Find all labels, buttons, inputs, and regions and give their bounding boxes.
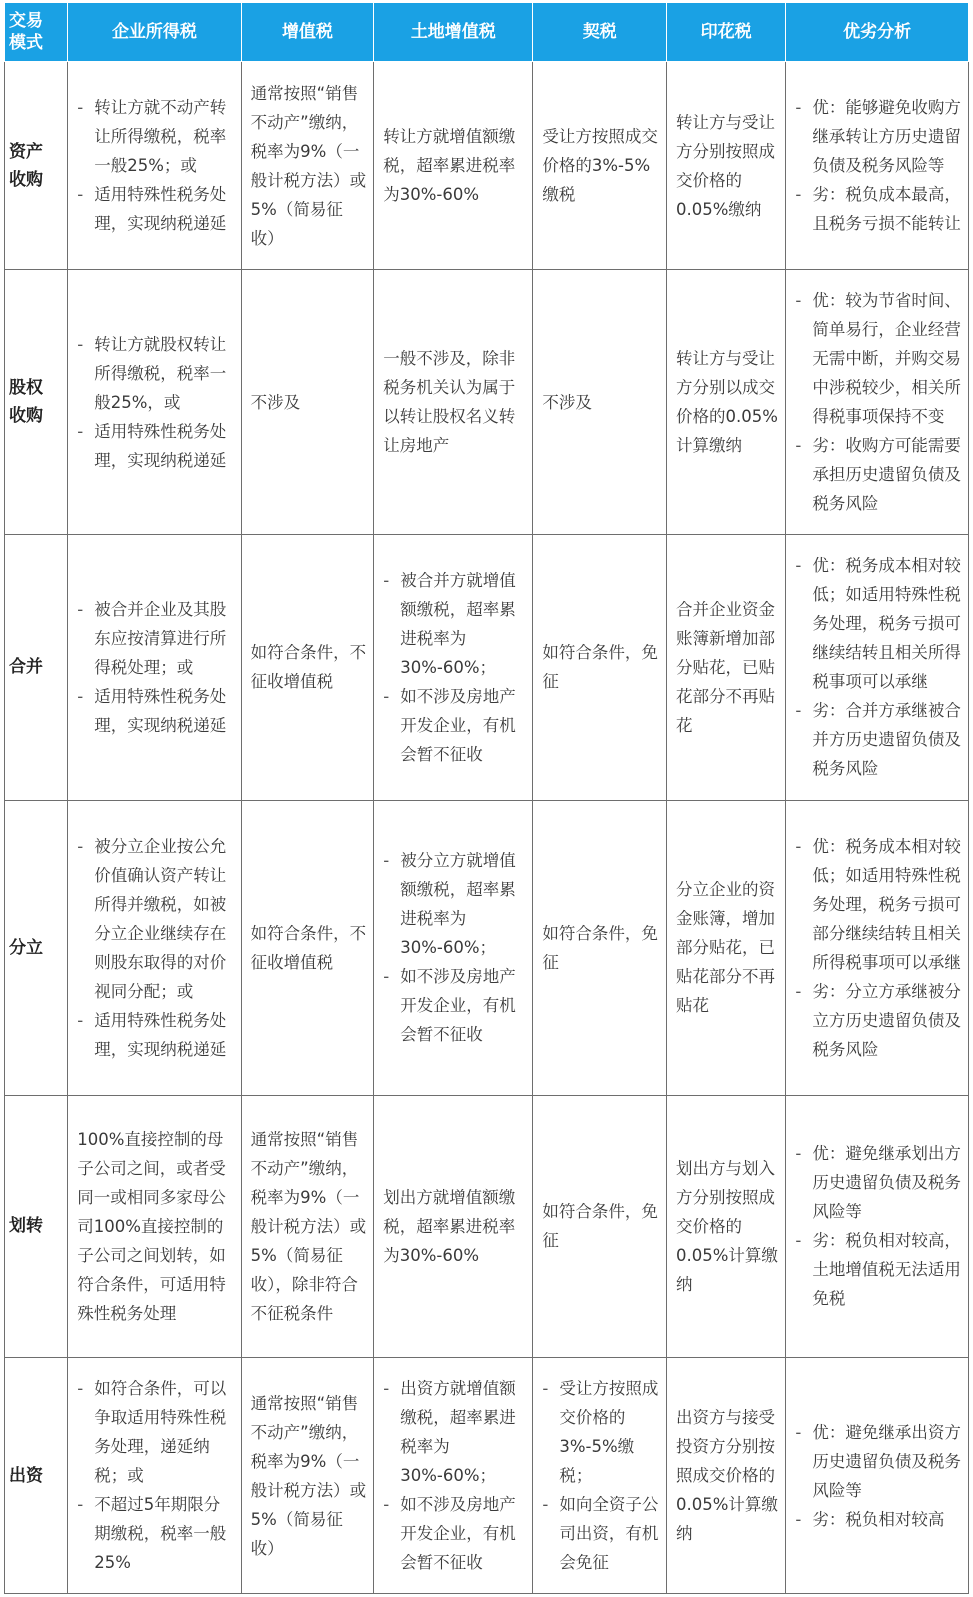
stamp-duty-cell xyxy=(667,270,786,534)
bullet-list xyxy=(795,93,962,238)
bullet-item: - 受让方按照成交价格的3%-5%缴税； xyxy=(542,1374,660,1490)
trade-mode-cell: 股权 收购 xyxy=(5,270,68,534)
stamp-duty-cell xyxy=(667,1358,786,1594)
bullet-item: - 优：能够避免收购方继承转让方历史遗留负债及税务风险等 xyxy=(795,93,962,180)
trade-mode-cell: 划转 xyxy=(5,1095,68,1357)
pros-cons-cell xyxy=(786,1358,969,1594)
table-row xyxy=(5,534,969,800)
trade-mode-cell: 出资 xyxy=(5,1358,68,1594)
land-appreciation-tax-cell xyxy=(374,1358,533,1594)
bullet-list xyxy=(383,846,526,1049)
cell-text: 不涉及 xyxy=(542,392,592,412)
bullet-list xyxy=(77,330,234,475)
cell-text: 如符合条件，不征收增值税 xyxy=(250,643,367,692)
corporate-income-tax-cell xyxy=(68,270,241,534)
bullet-item: - 被分立企业按公允价值确认资产转让所得并缴税，如被分立企业继续存在则股东取得的对价视同分配；或 xyxy=(77,832,234,1006)
table-row xyxy=(5,801,969,1096)
deed-tax-cell xyxy=(533,1095,667,1357)
bullet-item: - 如不涉及房地产开发企业，有机会暂不征收 xyxy=(383,1490,526,1577)
trade-mode-cell: 分立 xyxy=(5,801,68,1096)
cell-text: 转让方与受让方分别按照成交价格的0.05%缴纳 xyxy=(676,112,775,219)
vat-cell xyxy=(241,270,374,534)
bullet-item: - 被分立方就增值额缴税，超率累进税率为30%-60%； xyxy=(383,846,526,962)
vat-cell xyxy=(241,1358,374,1594)
deed-tax-cell xyxy=(533,1358,667,1594)
table-row xyxy=(5,270,969,534)
bullet-item: - 适用特殊性税务处理，实现纳税递延 xyxy=(77,180,234,238)
stamp-duty-cell xyxy=(667,62,786,270)
bullet-list xyxy=(383,566,526,769)
header-trade-mode: 交易 模式 xyxy=(5,3,68,62)
cell-text: 如符合条件，不征收增值税 xyxy=(250,923,367,972)
bullet-item: - 如不涉及房地产开发企业，有机会暂不征收 xyxy=(383,682,526,769)
tax-comparison-table xyxy=(4,2,969,1594)
bullet-item: - 被合并企业及其股东应按清算进行所得税处理；或 xyxy=(77,595,234,682)
cell-text: 通常按照“销售不动产”缴纳，税率为9%（一般计税方法）或5%（简易征收） xyxy=(250,1393,367,1558)
bullet-list xyxy=(795,1139,962,1313)
pros-cons-cell xyxy=(786,801,969,1096)
bullet-list xyxy=(795,1418,962,1534)
bullet-list xyxy=(77,93,234,238)
bullet-item: - 劣：税负相对较高 xyxy=(795,1505,962,1534)
stamp-duty-cell xyxy=(667,1095,786,1357)
cell-text: 合并企业资金账簿新增加部分贴花，已贴花部分不再贴花 xyxy=(676,599,775,735)
vat-cell xyxy=(241,801,374,1096)
vat-cell xyxy=(241,62,374,270)
bullet-item: - 如不涉及房地产开发企业，有机会暂不征收 xyxy=(383,962,526,1049)
cell-text: 如符合条件，免征 xyxy=(542,643,658,692)
bullet-list xyxy=(383,1374,526,1577)
table-body xyxy=(5,62,969,1594)
bullet-list xyxy=(795,286,962,518)
table-row xyxy=(5,62,969,270)
bullet-item: - 优：避免继承划出方历史遗留负债及税务风险等 xyxy=(795,1139,962,1226)
land-appreciation-tax-cell xyxy=(374,62,533,270)
table-row xyxy=(5,1095,969,1357)
bullet-item: - 劣：税负相对较高，土地增值税无法适用免税 xyxy=(795,1226,962,1313)
cell-text: 通常按照“销售不动产”缴纳，税率为9%（一般计税方法）或5%（简易征收），除非符合不征税条件 xyxy=(250,1129,367,1323)
bullet-item: - 优：避免继承出资方历史遗留负债及税务风险等 xyxy=(795,1418,962,1505)
bullet-item: - 劣：合并方承继被合并方历史遗留负债及税务风险 xyxy=(795,696,962,783)
bullet-list xyxy=(542,1374,660,1577)
pros-cons-cell xyxy=(786,62,969,270)
cell-text: 受让方按照成交价格的3%-5%缴税 xyxy=(542,127,658,205)
pros-cons-cell xyxy=(786,1095,969,1357)
header-pros-cons: 优劣分析 xyxy=(786,3,969,62)
bullet-item: - 如符合条件，可以争取适用特殊性税务处理，递延纳税；或 xyxy=(77,1374,234,1490)
deed-tax-cell xyxy=(533,62,667,270)
cell-text: 划出方就增值额缴税，超率累进税率为30%-60% xyxy=(383,1187,516,1265)
land-appreciation-tax-cell xyxy=(374,801,533,1096)
bullet-item: - 出资方就增值额缴税，超率累进税率为30%-60%； xyxy=(383,1374,526,1490)
land-appreciation-tax-cell xyxy=(374,270,533,534)
cell-text: 不涉及 xyxy=(250,392,301,412)
bullet-item: - 劣：分立方承继被分立方历史遗留负债及税务风险 xyxy=(795,977,962,1064)
header-deed-tax: 契税 xyxy=(533,3,667,62)
header-vat: 增值税 xyxy=(241,3,374,62)
bullet-list xyxy=(795,551,962,783)
bullet-item: - 适用特殊性税务处理，实现纳税递延 xyxy=(77,1006,234,1064)
stamp-duty-cell xyxy=(667,534,786,800)
cell-text: 如符合条件，免征 xyxy=(542,923,658,972)
bullet-item: - 劣：收购方可能需要承担历史遗留负债及税务风险 xyxy=(795,431,962,518)
bullet-item: - 转让方就不动产转让所得缴税，税率一般25%；或 xyxy=(77,93,234,180)
pros-cons-cell xyxy=(786,534,969,800)
vat-cell xyxy=(241,1095,374,1357)
cell-text: 出资方与接受投资方分别按照成交价格的0.05%计算缴纳 xyxy=(676,1408,778,1544)
cell-text: 通常按照“销售不动产”缴纳，税率为9%（一般计税方法）或5%（简易征收） xyxy=(250,83,367,248)
header-land-appreciation-tax: 土地增值税 xyxy=(374,3,533,62)
bullet-list xyxy=(77,595,234,740)
trade-mode-cell: 合并 xyxy=(5,534,68,800)
header-row xyxy=(5,3,969,62)
table-row xyxy=(5,1358,969,1594)
bullet-item: - 如向全资子公司出资，有机会免征 xyxy=(542,1490,660,1577)
cell-text: 转让方与受让方分别以成交价格的0.05%计算缴纳 xyxy=(676,349,778,456)
bullet-item: - 不超过5年期限分期缴税，税率一般25% xyxy=(77,1490,234,1577)
corporate-income-tax-cell xyxy=(68,1358,241,1594)
bullet-list xyxy=(77,1374,234,1577)
corporate-income-tax-cell xyxy=(68,62,241,270)
header-stamp-duty: 印花税 xyxy=(667,3,786,62)
corporate-income-tax-cell xyxy=(68,801,241,1096)
table-header xyxy=(5,3,969,62)
trade-mode-cell: 资产 收购 xyxy=(5,62,68,270)
land-appreciation-tax-cell xyxy=(374,1095,533,1357)
cell-text: 转让方就增值额缴税，超率累进税率为30%-60% xyxy=(383,127,516,205)
bullet-item: - 优：税务成本相对较低；如适用特殊性税务处理，税务亏损可继续结转且相关所得税事项可以承继 xyxy=(795,551,962,696)
cell-text: 分立企业的资金账簿，增加部分贴花，已贴花部分不再贴花 xyxy=(676,880,775,1016)
stamp-duty-cell xyxy=(667,801,786,1096)
deed-tax-cell xyxy=(533,534,667,800)
bullet-list xyxy=(795,832,962,1064)
bullet-item: - 适用特殊性税务处理，实现纳税递延 xyxy=(77,417,234,475)
bullet-item: - 被合并方就增值额缴税，超率累进税率为30%-60%； xyxy=(383,566,526,682)
deed-tax-cell xyxy=(533,801,667,1096)
land-appreciation-tax-cell xyxy=(374,534,533,800)
corporate-income-tax-cell xyxy=(68,534,241,800)
bullet-item: - 劣：税负成本最高，且税务亏损不能转让 xyxy=(795,180,962,238)
bullet-item: - 适用特殊性税务处理，实现纳税递延 xyxy=(77,682,234,740)
pros-cons-cell xyxy=(786,270,969,534)
bullet-list xyxy=(77,832,234,1064)
bullet-item: - 优：较为节省时间、简单易行，企业经营无需中断，并购交易中涉税较少，相关所得税事项保持不变 xyxy=(795,286,962,431)
cell-text: 一般不涉及，除非税务机关认为属于以转让股权名义转让房地产 xyxy=(383,349,516,456)
vat-cell xyxy=(241,534,374,800)
cell-text: 100%直接控制的母子公司之间，或者受同一或相同多家母公司100%直接控制的子公司之间划转，如符合条件，可适用特殊性税务处理 xyxy=(77,1129,226,1323)
deed-tax-cell xyxy=(533,270,667,534)
cell-text: 如符合条件，免征 xyxy=(542,1202,658,1251)
corporate-income-tax-cell xyxy=(68,1095,241,1357)
cell-text: 划出方与划入方分别按照成交价格的0.05%计算缴纳 xyxy=(676,1158,778,1294)
bullet-item: - 转让方就股权转让所得缴税，税率一般25%，或 xyxy=(77,330,234,417)
bullet-item: - 优：税务成本相对较低；如适用特殊性税务处理，税务亏损可部分继续结转且相关所得税事项可以承继 xyxy=(795,832,962,977)
header-corporate-income-tax: 企业所得税 xyxy=(68,3,241,62)
